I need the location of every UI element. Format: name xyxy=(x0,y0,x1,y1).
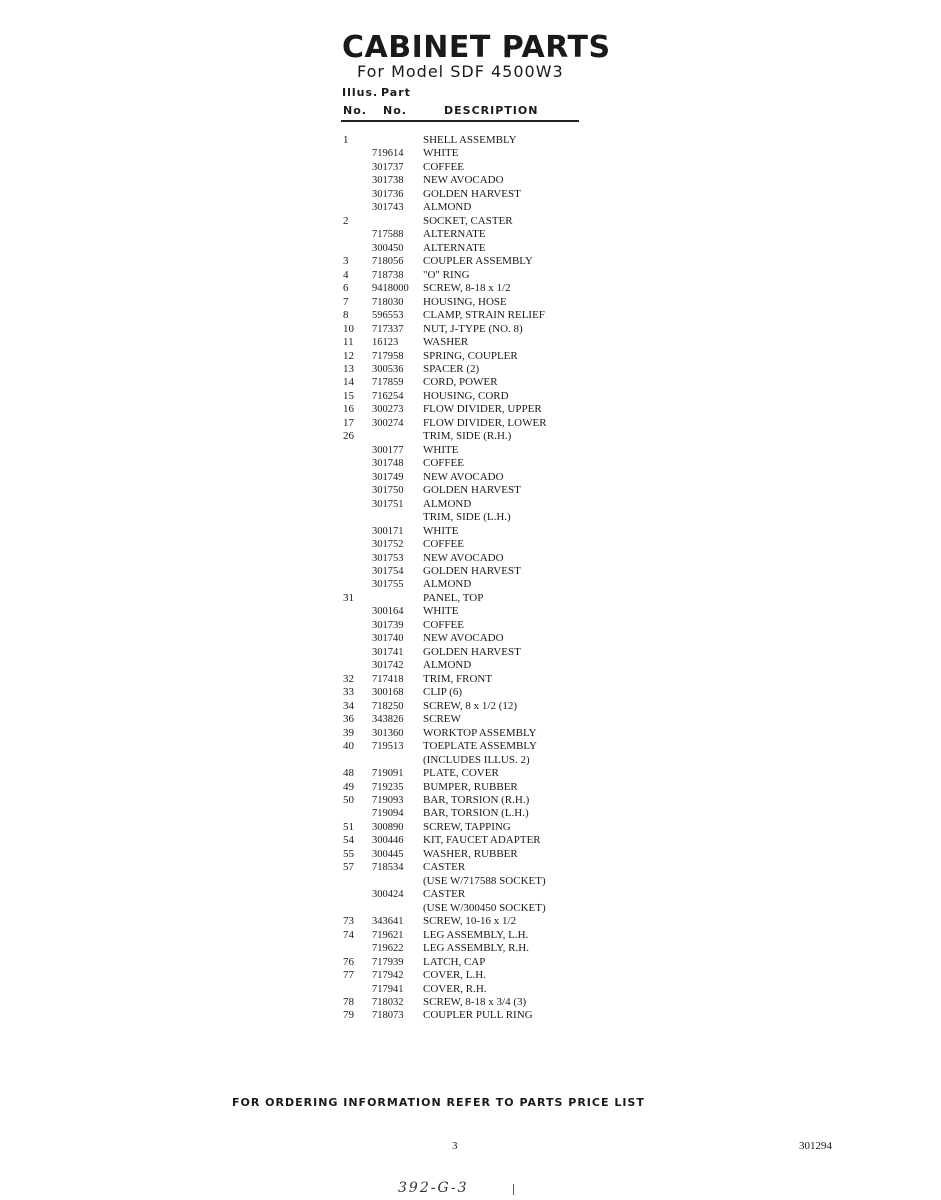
illus-number: 51 xyxy=(343,820,354,833)
illus-number: 11 xyxy=(343,336,354,349)
part-description: GOLDEN HARVEST xyxy=(423,645,521,658)
illus-number: 54 xyxy=(343,834,354,847)
part-description: FLOW DIVIDER, LOWER xyxy=(423,416,547,429)
illus-number: 74 xyxy=(343,928,354,941)
part-description: LEG ASSEMBLY, L.H. xyxy=(423,928,529,941)
part-number: 300273 xyxy=(372,404,404,416)
part-number: 301360 xyxy=(372,727,404,739)
parts-row xyxy=(343,713,603,726)
illus-number: 31 xyxy=(343,591,354,604)
part-description: COFFEE xyxy=(423,457,464,470)
part-description: PLATE, COVER xyxy=(423,767,499,780)
part-number: 717942 xyxy=(372,970,404,982)
parts-row xyxy=(343,323,603,336)
illus-number: 4 xyxy=(343,268,349,281)
ordering-note: FOR ORDERING INFORMATION REFER TO PARTS PRICE LIST xyxy=(232,1096,645,1109)
parts-row xyxy=(343,174,603,187)
part-description: HOUSING, CORD xyxy=(423,389,509,402)
part-description: CASTER xyxy=(423,888,466,901)
parts-row xyxy=(343,538,603,551)
parts-row xyxy=(343,525,603,538)
part-number: 717859 xyxy=(372,377,404,389)
handwritten-note: 392-G-3 xyxy=(398,1180,469,1196)
part-description: "O" RING xyxy=(423,268,470,281)
parts-row xyxy=(343,632,603,645)
parts-row xyxy=(343,673,603,686)
parts-row xyxy=(343,996,603,1009)
part-description: NEW AVOCADO xyxy=(423,551,504,564)
parts-row xyxy=(343,578,603,591)
illus-number: 77 xyxy=(343,969,354,982)
parts-row xyxy=(343,646,603,659)
parts-row xyxy=(343,875,603,888)
part-number: 301738 xyxy=(372,175,404,187)
part-description: WASHER xyxy=(423,336,469,349)
illus-number: 57 xyxy=(343,861,354,874)
parts-row xyxy=(343,956,603,969)
part-description: GOLDEN HARVEST xyxy=(423,484,521,497)
part-number: 301748 xyxy=(372,458,404,470)
part-description: WORKTOP ASSEMBLY xyxy=(423,726,537,739)
illus-number: 10 xyxy=(343,322,354,335)
part-number: 719621 xyxy=(372,929,404,941)
part-description: GOLDEN HARVEST xyxy=(423,187,521,200)
part-number: 300536 xyxy=(372,363,404,375)
part-number: 301755 xyxy=(372,579,404,591)
part-number: 718534 xyxy=(372,862,404,874)
illus-number: 78 xyxy=(343,996,354,1008)
part-number: 301753 xyxy=(372,552,404,564)
parts-row xyxy=(343,1009,603,1022)
illus-number: 33 xyxy=(343,686,354,699)
col-illus-no-label: No. xyxy=(343,104,367,117)
part-description: CLIP (6) xyxy=(423,686,463,699)
part-number: 301751 xyxy=(372,498,404,510)
part-description: LATCH, CAP xyxy=(423,955,486,968)
parts-row xyxy=(343,969,603,982)
part-number: 300274 xyxy=(372,417,404,429)
part-description: COUPLER ASSEMBLY xyxy=(423,255,533,268)
part-description: CLAMP, STRAIN RELIEF xyxy=(423,309,545,322)
illus-number: 55 xyxy=(343,847,354,860)
parts-row xyxy=(343,888,603,901)
col-illus-label: Illus. xyxy=(342,86,379,99)
illus-number: 2 xyxy=(343,214,349,227)
part-description: HOUSING, HOSE xyxy=(423,295,507,308)
parts-row xyxy=(343,161,603,174)
part-description: SOCKET, CASTER xyxy=(423,214,513,227)
part-number: 301752 xyxy=(372,539,404,551)
part-description: LEG ASSEMBLY, R.H. xyxy=(423,942,529,955)
parts-row xyxy=(343,659,603,672)
parts-row xyxy=(343,336,603,349)
page-number: 3 xyxy=(452,1140,458,1152)
part-description: ALMOND xyxy=(423,497,472,510)
part-description: SCREW, TAPPING xyxy=(423,820,511,833)
part-description: WHITE xyxy=(423,443,459,456)
parts-row xyxy=(343,942,603,955)
parts-row xyxy=(343,457,603,470)
part-number: 717588 xyxy=(372,229,404,241)
illus-number: 7 xyxy=(343,295,349,308)
illus-number: 48 xyxy=(343,767,354,780)
part-description: NUT, J-TYPE (NO. 8) xyxy=(423,322,523,335)
illus-number: 34 xyxy=(343,699,354,712)
parts-row xyxy=(343,929,603,942)
part-description: TOEPLATE ASSEMBLY xyxy=(423,740,537,753)
part-description: BAR, TORSION (R.H.) xyxy=(423,793,530,806)
part-description: COVER, L.H. xyxy=(423,969,486,982)
illus-number: 32 xyxy=(343,672,354,685)
part-number: 301741 xyxy=(372,646,404,658)
part-description: SHELL ASSEMBLY xyxy=(423,134,517,146)
parts-row xyxy=(343,376,603,389)
parts-row xyxy=(343,902,603,915)
part-description: SCREW xyxy=(423,713,461,726)
part-number: 596553 xyxy=(372,310,404,322)
parts-row xyxy=(343,255,603,268)
parts-row xyxy=(343,444,603,457)
part-number: 9418000 xyxy=(372,283,409,295)
part-description: ALTERNATE xyxy=(423,228,486,241)
part-description: NEW AVOCADO xyxy=(423,174,504,187)
parts-row xyxy=(343,552,603,565)
part-description: TRIM, FRONT xyxy=(423,672,493,685)
illus-number: 49 xyxy=(343,780,354,793)
part-number: 717418 xyxy=(372,673,404,685)
parts-row xyxy=(343,350,603,363)
illus-number: 79 xyxy=(343,1009,354,1022)
part-number: 343826 xyxy=(372,714,404,726)
illus-number: 6 xyxy=(343,282,349,295)
illus-number: 3 xyxy=(343,255,349,268)
illus-number: 40 xyxy=(343,740,354,753)
illus-number: 76 xyxy=(343,955,354,968)
page-title: CABINET PARTS xyxy=(342,30,611,65)
part-number: 719091 xyxy=(372,768,404,780)
part-description: CASTER xyxy=(423,861,466,874)
part-number: 718738 xyxy=(372,269,404,281)
part-description: (USE W/300450 SOCKET) xyxy=(423,901,546,914)
part-number: 718030 xyxy=(372,296,404,308)
part-number: 717337 xyxy=(372,323,404,335)
part-number: 716254 xyxy=(372,390,404,402)
header-rule xyxy=(341,120,579,122)
parts-row xyxy=(343,834,603,847)
part-number: 719235 xyxy=(372,781,404,793)
part-number: 300177 xyxy=(372,444,404,456)
parts-row xyxy=(343,700,603,713)
part-description: SCREW, 10-16 x 1/2 xyxy=(423,915,517,928)
part-description: SCREW, 8 x 1/2 (12) xyxy=(423,699,518,712)
part-number: 301736 xyxy=(372,188,404,200)
parts-row xyxy=(343,147,603,160)
part-description: SCREW, 8-18 x 3/4 (3) xyxy=(423,996,527,1008)
parts-row xyxy=(343,915,603,928)
illus-number: 39 xyxy=(343,726,354,739)
part-description: WHITE xyxy=(423,147,459,160)
parts-row xyxy=(343,861,603,874)
part-description: WHITE xyxy=(423,605,459,618)
part-number: 300171 xyxy=(372,525,404,537)
parts-row xyxy=(343,484,603,497)
part-description: KIT, FAUCET ADAPTER xyxy=(423,834,541,847)
part-description: COFFEE xyxy=(423,538,464,551)
parts-row xyxy=(343,471,603,484)
parts-row xyxy=(343,228,603,241)
illus-number: 73 xyxy=(343,915,354,928)
part-number: 301750 xyxy=(372,485,404,497)
part-number: 717958 xyxy=(372,350,404,362)
parts-row xyxy=(343,821,603,834)
part-description: SPRING, COUPLER xyxy=(423,349,518,362)
illus-number: 17 xyxy=(343,416,354,429)
model-subtitle: For Model SDF 4500W3 xyxy=(357,62,564,81)
parts-row xyxy=(343,848,603,861)
part-number: 16123 xyxy=(372,337,399,349)
illus-number: 13 xyxy=(343,362,354,375)
part-number: 719094 xyxy=(372,808,404,820)
parts-row xyxy=(343,740,603,753)
part-description: NEW AVOCADO xyxy=(423,470,504,483)
part-number: 717941 xyxy=(372,983,404,995)
part-description: COVER, R.H. xyxy=(423,982,487,995)
parts-row xyxy=(343,794,603,807)
parts-row xyxy=(343,781,603,794)
part-description: PANEL, TOP xyxy=(423,591,484,604)
parts-row xyxy=(343,511,603,524)
parts-row xyxy=(343,363,603,376)
part-description: COFFEE xyxy=(423,618,464,631)
parts-row xyxy=(343,983,603,996)
part-number: 300450 xyxy=(372,242,404,254)
part-number: 300445 xyxy=(372,848,404,860)
part-number: 301737 xyxy=(372,161,404,173)
part-description: SCREW, 8-18 x 1/2 xyxy=(423,282,511,295)
part-description: COUPLER PULL RING xyxy=(423,1009,533,1022)
part-description: (INCLUDES ILLUS. 2) xyxy=(423,753,530,766)
part-number: 719093 xyxy=(372,794,404,806)
parts-row xyxy=(343,188,603,201)
parts-row xyxy=(343,807,603,820)
part-number: 300446 xyxy=(372,835,404,847)
part-description: NEW AVOCADO xyxy=(423,632,504,645)
illus-number: 16 xyxy=(343,403,354,416)
part-description: (USE W/717588 SOCKET) xyxy=(423,874,546,887)
col-part-no-label: No. xyxy=(383,104,407,117)
parts-row xyxy=(343,767,603,780)
part-number: 343641 xyxy=(372,916,404,928)
part-description: TRIM, SIDE (L.H.) xyxy=(423,511,511,524)
part-description: ALTERNATE xyxy=(423,241,486,254)
part-description: CORD, POWER xyxy=(423,376,498,389)
illus-number: 12 xyxy=(343,349,354,362)
illus-number: 15 xyxy=(343,389,354,402)
parts-row xyxy=(343,309,603,322)
part-number: 301740 xyxy=(372,633,404,645)
part-description: ALMOND xyxy=(423,578,472,591)
parts-row xyxy=(343,403,603,416)
part-number: 301742 xyxy=(372,660,404,672)
parts-row xyxy=(343,727,603,740)
part-description: FLOW DIVIDER, UPPER xyxy=(423,403,542,416)
parts-row xyxy=(343,754,603,767)
part-number: 301739 xyxy=(372,619,404,631)
illus-number: 14 xyxy=(343,376,354,389)
col-part-label: Part xyxy=(381,86,411,99)
illus-number: 50 xyxy=(343,793,354,806)
part-description: COFFEE xyxy=(423,160,464,173)
parts-row xyxy=(343,282,603,295)
parts-row xyxy=(343,619,603,632)
part-number: 719614 xyxy=(372,148,404,160)
part-description: BUMPER, RUBBER xyxy=(423,780,518,793)
part-description: ALMOND xyxy=(423,201,472,214)
parts-row xyxy=(343,686,603,699)
illus-number: 8 xyxy=(343,309,349,322)
part-description: BAR, TORSION (L.H.) xyxy=(423,807,529,820)
part-number: 301743 xyxy=(372,202,404,214)
part-description: WHITE xyxy=(423,524,459,537)
parts-row xyxy=(343,201,603,214)
parts-row xyxy=(343,498,603,511)
part-number: 719513 xyxy=(372,741,404,753)
parts-row xyxy=(343,592,603,605)
part-number: 718056 xyxy=(372,256,404,268)
part-number: 718250 xyxy=(372,700,404,712)
parts-row xyxy=(343,242,603,255)
col-description-label: DESCRIPTION xyxy=(444,104,539,117)
part-number: 301754 xyxy=(372,566,404,577)
parts-row xyxy=(343,565,603,578)
document-number: 301294 xyxy=(799,1140,832,1152)
part-number: 300164 xyxy=(372,606,404,618)
part-number: 300424 xyxy=(372,889,404,901)
parts-row xyxy=(343,430,603,443)
parts-row xyxy=(343,269,603,282)
parts-row xyxy=(343,134,603,147)
part-description: SPACER (2) xyxy=(423,362,480,375)
illus-number: 1 xyxy=(343,134,349,146)
parts-row xyxy=(343,390,603,403)
parts-row xyxy=(343,215,603,228)
parts-row xyxy=(343,296,603,309)
part-number: 300890 xyxy=(372,821,404,833)
part-number: 301749 xyxy=(372,471,404,483)
part-number: 718073 xyxy=(372,1010,404,1022)
parts-row xyxy=(343,605,603,618)
part-number: 719622 xyxy=(372,943,404,955)
part-number: 717939 xyxy=(372,956,404,968)
parts-list xyxy=(343,134,603,1023)
part-description: ALMOND xyxy=(423,659,472,672)
part-description: WASHER, RUBBER xyxy=(423,847,518,860)
part-description: TRIM, SIDE (R.H.) xyxy=(423,430,512,443)
part-number: 718032 xyxy=(372,997,404,1008)
illus-number: 36 xyxy=(343,713,354,726)
parts-row xyxy=(343,417,603,430)
part-number: 300168 xyxy=(372,687,404,699)
pencil-mark xyxy=(513,1184,514,1195)
illus-number: 26 xyxy=(343,430,354,443)
part-description: GOLDEN HARVEST xyxy=(423,565,521,577)
